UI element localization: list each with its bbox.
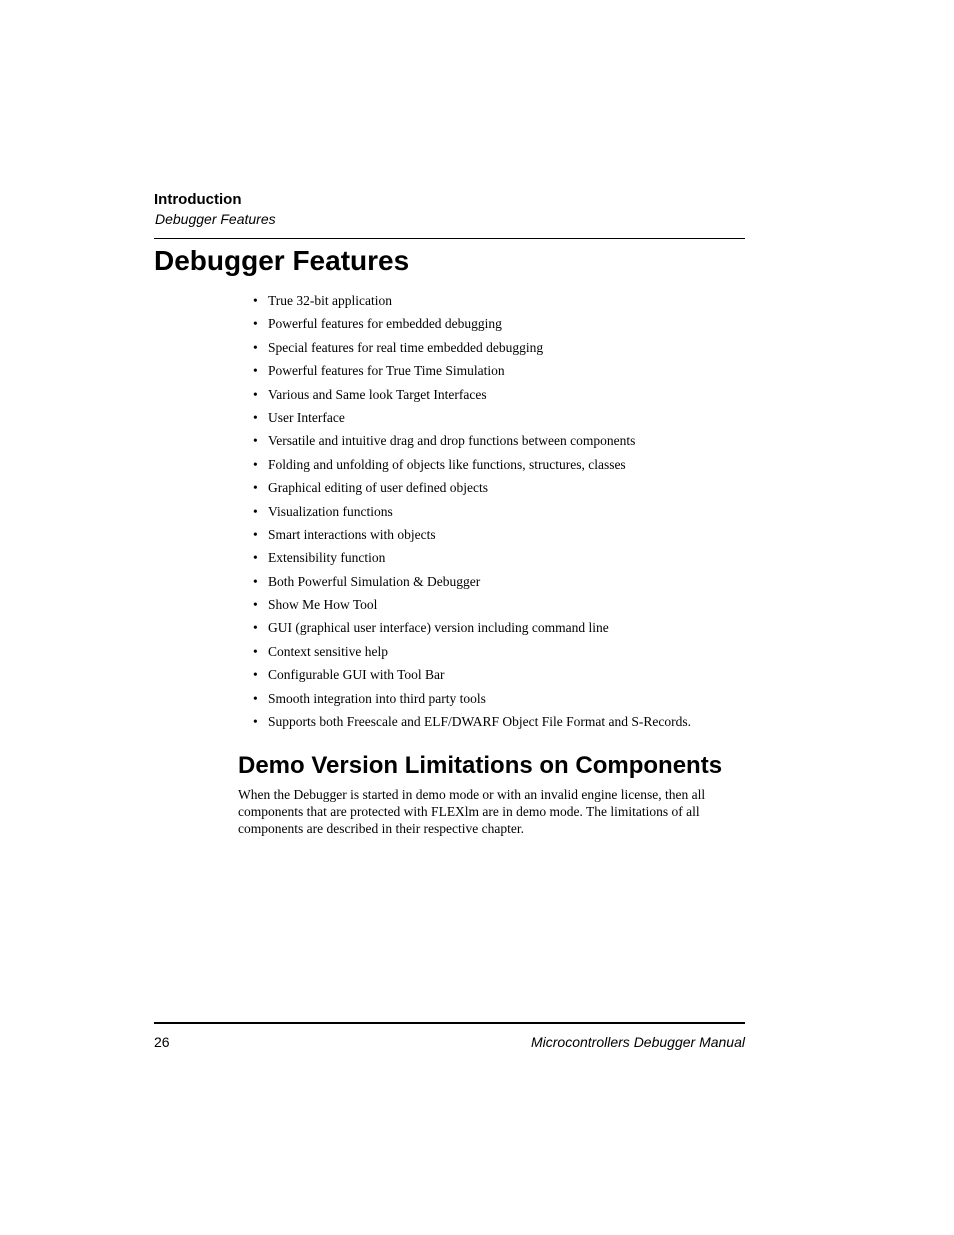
bullet-icon: • (253, 620, 258, 636)
feature-text: Supports both Freescale and ELF/DWARF Object File Format and S-Records. (268, 714, 691, 730)
bullet-icon: • (253, 456, 258, 472)
feature-text: GUI (graphical user interface) version including command line (268, 620, 609, 636)
bullet-icon: • (253, 480, 258, 496)
bullet-icon: • (253, 597, 258, 613)
feature-list-item (253, 616, 753, 639)
feature-list-item (253, 383, 753, 406)
feature-text: Configurable GUI with Tool Bar (268, 667, 445, 683)
feature-list-item (253, 570, 753, 593)
bullet-icon: • (253, 316, 258, 332)
feature-list-item (253, 500, 753, 523)
bullet-icon: • (253, 433, 258, 449)
feature-list-item (253, 429, 753, 452)
feature-list-item (253, 710, 753, 733)
feature-list-item (253, 359, 753, 382)
bullet-icon: • (253, 643, 258, 659)
feature-list-item (253, 523, 753, 546)
demo-section-paragraph: When the Debugger is started in demo mode or with an invalid engine license, then all components that are protected with FLEXlm are in demo mode. The limitations of all components are described in their respective chapter. (238, 787, 706, 836)
feature-list-item (253, 640, 753, 663)
feature-text: Graphical editing of user defined objects (268, 480, 489, 496)
bullet-icon: • (253, 386, 258, 402)
feature-text: Smooth integration into third party tools (268, 690, 486, 706)
bullet-icon: • (253, 339, 258, 355)
footer-manual-title: Microcontrollers Debugger Manual (531, 1034, 745, 1050)
bullet-icon: • (253, 550, 258, 566)
feature-list-item (253, 687, 753, 710)
feature-text: User Interface (268, 409, 345, 425)
feature-text: True 32-bit application (268, 293, 392, 308)
demo-section-heading: Demo Version Limitations on Components (238, 752, 723, 779)
feature-text: Versatile and intuitive drag and drop functions between components (268, 433, 636, 449)
page-number: 26 (154, 1034, 170, 1050)
page-title: Debugger Features (154, 245, 410, 276)
bullet-icon: • (253, 690, 258, 706)
bullet-icon: • (253, 573, 258, 589)
feature-list (253, 289, 753, 733)
feature-list-item (253, 546, 753, 569)
bullet-icon: • (253, 409, 258, 425)
bullet-icon: • (253, 293, 258, 308)
bullet-icon: • (253, 503, 258, 519)
feature-text: Powerful features for embedded debugging (268, 316, 502, 332)
bullet-icon: • (253, 363, 258, 379)
feature-list-item (253, 453, 753, 476)
footer-divider (154, 1022, 745, 1024)
feature-text: Both Powerful Simulation & Debugger (268, 573, 481, 589)
feature-text: Special features for real time embedded debugging (268, 339, 544, 355)
bullet-icon: • (253, 714, 258, 730)
feature-list-item (253, 663, 753, 686)
feature-text: Folding and unfolding of objects like functions, structures, classes (268, 456, 626, 472)
header-section-title: Debugger Features (155, 211, 276, 227)
header-chapter-title: Introduction (154, 191, 242, 208)
feature-list-item (253, 289, 753, 312)
feature-text: Smart interactions with objects (268, 526, 436, 542)
feature-list-item (253, 476, 753, 499)
feature-list-item (253, 312, 753, 335)
bullet-icon: • (253, 526, 258, 542)
bullet-icon: • (253, 667, 258, 683)
running-header (154, 190, 745, 228)
feature-text: Show Me How Tool (268, 597, 378, 613)
feature-text: Visualization functions (268, 503, 393, 519)
feature-list-item (253, 406, 753, 429)
feature-text: Extensibility function (268, 550, 386, 566)
feature-text: Powerful features for True Time Simulation (268, 363, 505, 379)
feature-text: Context sensitive help (268, 643, 388, 659)
header-divider (154, 238, 745, 239)
feature-list-item (253, 593, 753, 616)
feature-list-item (253, 336, 753, 359)
feature-text: Various and Same look Target Interfaces (268, 386, 487, 402)
